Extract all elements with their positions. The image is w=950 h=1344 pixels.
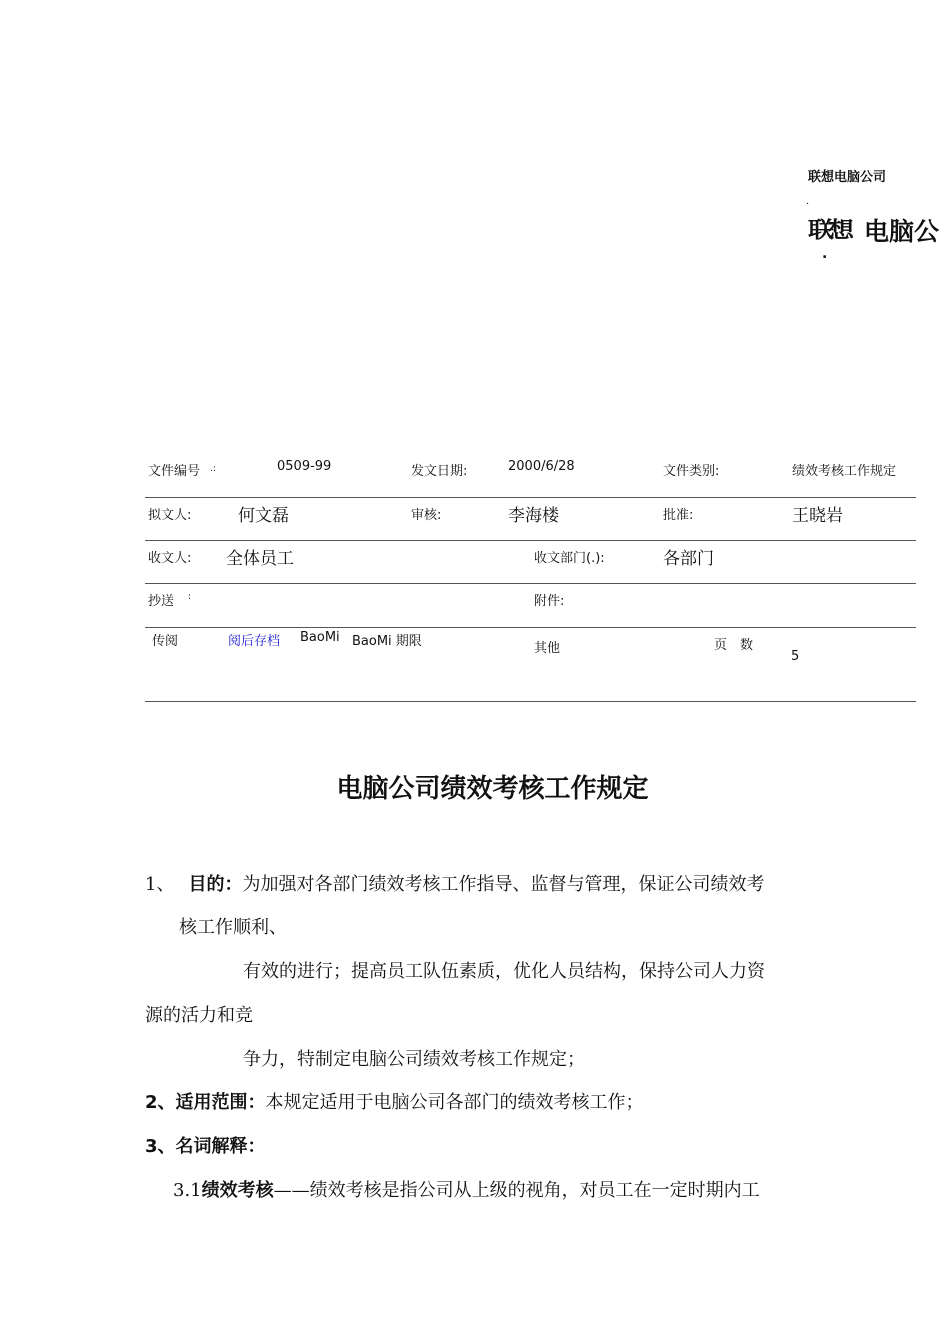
company-name-large: 电脑公 [864, 217, 940, 246]
cc-mark: : [188, 592, 192, 602]
baomi-period-label: BaoMi 期限 [352, 634, 422, 649]
document-title: 电脑公司绩效考核工作规定 [336, 774, 649, 804]
drafter-label: 拟文人: [148, 508, 192, 523]
recipient-dept-value: 各部门 [663, 549, 714, 569]
paragraph-text: 本规定适用于电脑公司各部门的绩效考核工作； [265, 1092, 644, 1113]
paragraph-3-heading: 3、名词解释： [145, 1136, 266, 1157]
term-heading: 绩效考核 [201, 1180, 274, 1201]
approve-value: 王晓岩 [792, 506, 843, 526]
dot-mark: . [822, 246, 828, 262]
paragraph-number: 1、 [145, 874, 175, 895]
archive-after-reading-link[interactable]: 阅后存档 [228, 634, 281, 649]
table-divider [145, 540, 916, 541]
paragraph-text: 为加强对各部门绩效考核工作指导、监督与管理，保证公司绩效考 [242, 874, 765, 895]
page-count-value: 5 [791, 649, 800, 664]
circulate-label: 传阅 [152, 634, 179, 649]
attachment-label: 附件: [534, 594, 565, 609]
table-divider [145, 583, 916, 584]
review-value: 李海楼 [508, 506, 559, 526]
paragraph-heading: 目的： [188, 874, 243, 895]
paragraph-1-line-4: 源的活力和竞 [145, 1005, 253, 1026]
paragraph-1-line-5: 争力，特制定电脑公司绩效考核工作规定； [243, 1049, 585, 1070]
review-label: 审核: [411, 508, 442, 523]
doc-number-value: 0509-99 [277, 459, 332, 474]
doc-type-value: 绩效考核工作规定 [792, 464, 897, 479]
approve-label: 批准: [663, 508, 694, 523]
page-count-label: 页 数 [714, 638, 754, 653]
recipient-label: 收文人: [148, 551, 192, 566]
table-divider [145, 701, 916, 702]
drafter-value: 何文磊 [238, 506, 289, 526]
doc-type-label: 文件类别: [663, 464, 720, 479]
company-logo-overlap: 联想 [808, 217, 849, 244]
paragraph-number: 3.1 [173, 1180, 202, 1201]
company-name-small: 联想电脑公司 [808, 170, 887, 185]
baomi-label: BaoMi [300, 630, 340, 645]
cc-label: 抄送 [148, 594, 175, 609]
paragraph-1-line-2: 核工作顺利、 [179, 917, 287, 938]
paragraph-text: ——绩效考核是指公司从上级的视角，对员工在一定时期内工 [273, 1180, 760, 1201]
paragraph-3-1 [173, 1176, 760, 1202]
recipient-dept-label: 收文部门(.): [534, 551, 605, 566]
paragraph-1 [145, 870, 764, 896]
paragraph-2 [145, 1088, 644, 1114]
paragraph-heading: 2、适用范围： [145, 1092, 266, 1113]
table-divider [145, 497, 916, 498]
issue-date-value: 2000/6/28 [508, 459, 575, 474]
doc-number-mark: .: [210, 464, 216, 474]
recipient-value: 全体员工 [226, 549, 294, 569]
paragraph-1-line-3: 有效的进行；提高员工队伍素质，优化人员结构，保持公司人力资 [243, 961, 765, 982]
issue-date-label: 发文日期: [411, 464, 468, 479]
doc-number-label: 文件编号 [148, 464, 201, 479]
dot-mark: . [806, 196, 810, 207]
table-divider [145, 627, 916, 628]
other-label: 其他 [534, 641, 561, 656]
